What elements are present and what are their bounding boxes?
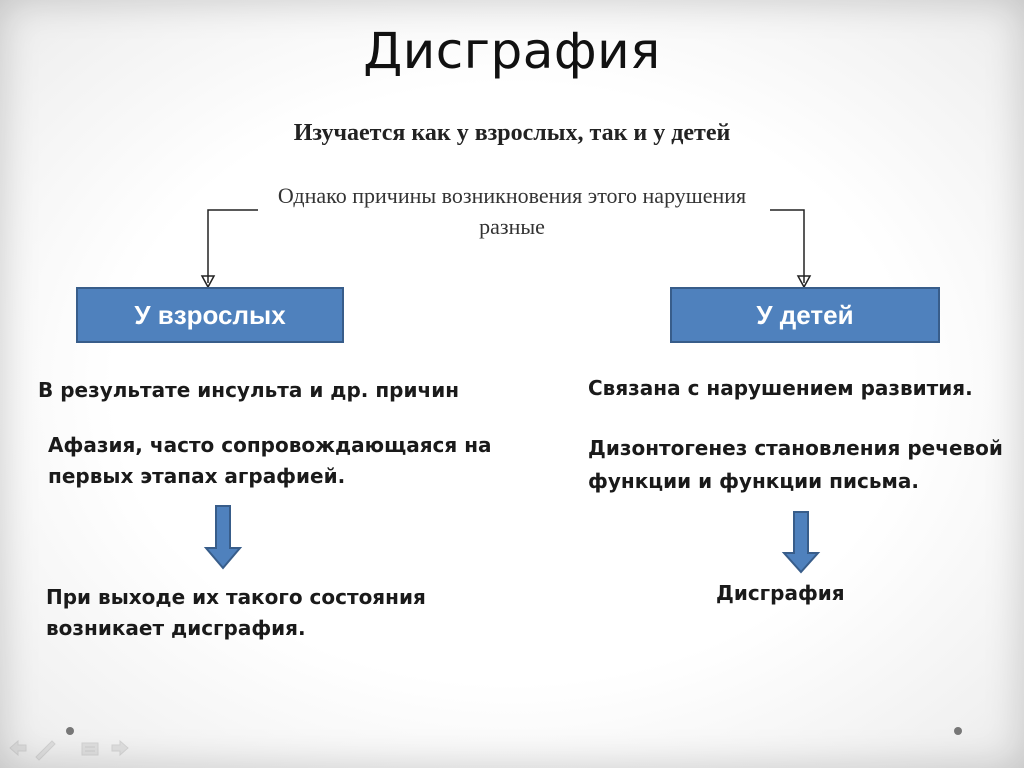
pen-icon[interactable] xyxy=(36,741,55,760)
adults-box xyxy=(76,287,344,343)
adults-result-text: При выходе их такого состояния возникает дисграфия. xyxy=(46,585,426,640)
children-result-text: Дисграфия xyxy=(716,581,845,605)
slide-corner-dot-right xyxy=(954,727,962,735)
left-down-arrow-icon xyxy=(206,506,240,568)
children-box xyxy=(670,287,940,343)
previous-slide-icon[interactable] xyxy=(10,741,26,755)
reason-text: Однако причины возникновения этого нарушения разные xyxy=(277,183,747,239)
next-slide-icon[interactable] xyxy=(112,741,128,755)
right-connector-line xyxy=(770,210,804,283)
children-box-label: У детей xyxy=(756,299,854,330)
slide-title: Дисграфия xyxy=(363,22,661,80)
menu-icon[interactable] xyxy=(82,743,98,755)
slide-subtitle: Изучается как у взрослых, так и у детей xyxy=(293,120,731,146)
children-description-text: Дизонтогенез становления речевой функции и функции письма. xyxy=(588,436,1003,493)
children-cause-text: Связана с нарушением развития. xyxy=(588,376,973,400)
left-connector-line xyxy=(208,210,258,283)
slideshow-nav-toolbar xyxy=(6,735,146,761)
right-down-arrow-icon xyxy=(784,512,818,572)
adults-cause-text: В результате инсульта и др. причин xyxy=(38,378,460,402)
adults-description-text: Афазия, часто сопровождающаяся на первых этапах аграфией. xyxy=(48,433,492,488)
adults-box-label: У взрослых xyxy=(134,299,286,330)
slide-corner-dot-left xyxy=(66,727,74,735)
